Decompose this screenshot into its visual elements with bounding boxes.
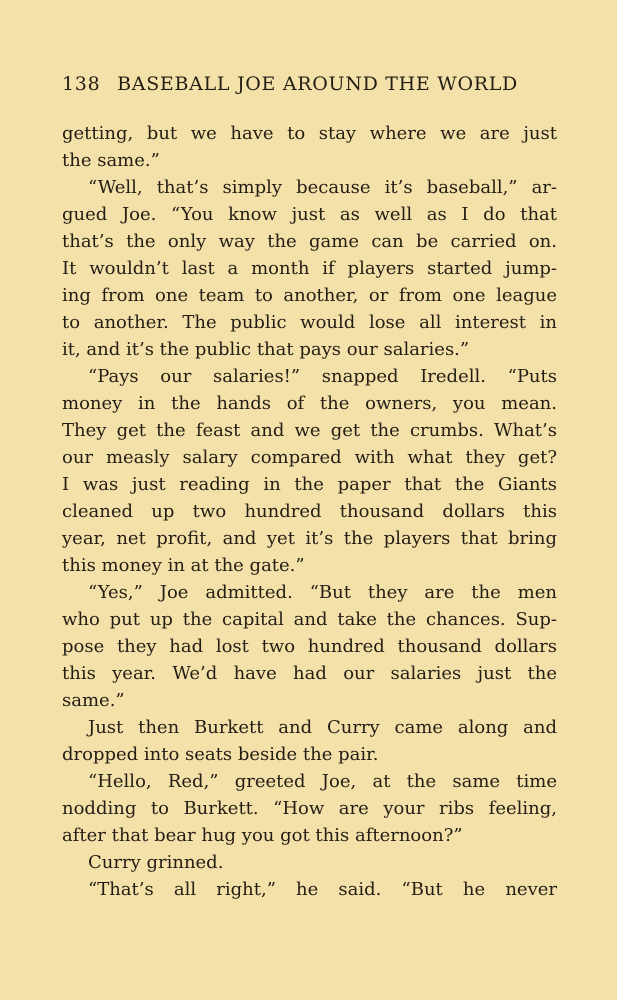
- text-line: nodding to Burkett. “How are your ribs feeling,: [62, 798, 557, 819]
- text-line: “That’s all right,” he said. “But he never: [88, 879, 557, 900]
- text-line: Curry grinned.: [88, 852, 224, 873]
- text-line: pose they had lost two hundred thousand dollars: [62, 636, 557, 657]
- text-line: this year. We’d have had our salaries just the: [62, 663, 557, 684]
- text-line: dropped into seats beside the pair.: [62, 744, 379, 765]
- running-header: [62, 73, 562, 103]
- text-line: “Yes,” Joe admitted. “But they are the men: [88, 582, 557, 603]
- text-line: “Well, that’s simply because it’s baseball,” ar-: [88, 177, 557, 198]
- text-line: our measly salary compared with what they get?: [62, 447, 557, 468]
- text-line: Just then Burkett and Curry came along and: [88, 717, 557, 738]
- text-line: the same.”: [62, 150, 160, 171]
- running-title: BASEBALL JOE AROUND THE WORLD: [117, 73, 518, 95]
- text-line: “Hello, Red,” greeted Joe, at the same time: [88, 771, 557, 792]
- text-line: It wouldn’t last a month if players started jump-: [62, 258, 557, 279]
- text-line: cleaned up two hundred thousand dollars this: [62, 501, 557, 522]
- text-line: “Pays our salaries!” snapped Iredell. “Puts: [88, 366, 557, 387]
- text-line: after that bear hug you got this afternoon?”: [62, 825, 463, 846]
- text-line: money in the hands of the owners, you mean.: [62, 393, 557, 414]
- text-line: same.”: [62, 690, 125, 711]
- text-line: getting, but we have to stay where we are just: [62, 123, 557, 144]
- text-line: gued Joe. “You know just as well as I do that: [62, 204, 557, 225]
- text-line: to another. The public would lose all interest in: [62, 312, 557, 333]
- text-line: this money in at the gate.”: [62, 555, 305, 576]
- text-line: who put up the capital and take the chances. Sup-: [62, 609, 557, 630]
- text-line: that’s the only way the game can be carried on.: [62, 231, 557, 252]
- text-line: it, and it’s the public that pays our salaries.”: [62, 339, 470, 360]
- text-line: ing from one team to another, or from one league: [62, 285, 557, 306]
- text-line: They get the feast and we get the crumbs. What’s: [62, 420, 557, 441]
- page-number: 138: [62, 73, 101, 95]
- text-line: year, net profit, and yet it’s the players that bring: [62, 528, 557, 549]
- text-line: I was just reading in the paper that the Giants: [62, 474, 557, 495]
